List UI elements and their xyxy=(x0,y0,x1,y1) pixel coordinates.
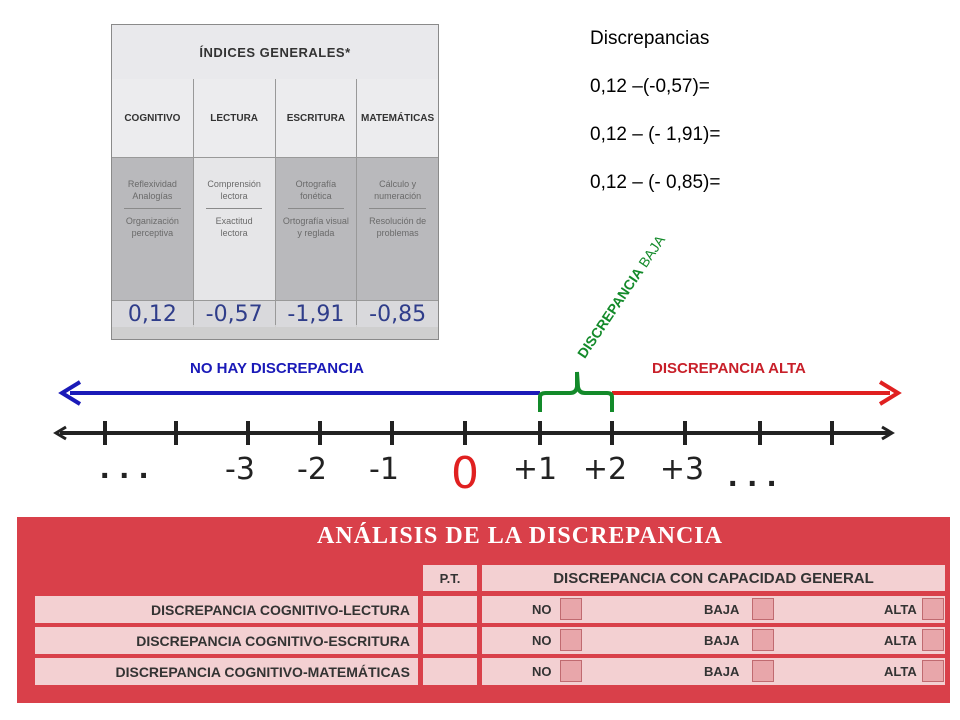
option-alta-checkbox[interactable] xyxy=(922,598,944,620)
pt-cell[interactable] xyxy=(423,627,477,654)
column-item: Cálculo y xyxy=(379,179,417,189)
option-no-label: NO xyxy=(532,602,552,617)
discrepancy-line: 0,12 –(-0,57)= xyxy=(590,76,710,97)
option-baja-checkbox[interactable] xyxy=(752,629,774,651)
column-item: Comprensión xyxy=(207,179,261,189)
option-no-checkbox[interactable] xyxy=(560,598,582,620)
column-item: Exactitud xyxy=(215,216,253,226)
option-baja-label: BAJA xyxy=(704,664,740,679)
tick-label: +1 xyxy=(512,452,558,487)
option-baja-checkbox[interactable] xyxy=(752,598,774,620)
tick-label: +3 xyxy=(659,452,705,487)
column-head: LECTURA xyxy=(194,79,275,158)
row-label: DISCREPANCIA COGNITIVO-LECTURA xyxy=(35,596,418,623)
column-value: -1,91 xyxy=(276,300,357,327)
option-alta-label: ALTA xyxy=(884,602,917,617)
panel-title: ANÁLISIS DE LA DISCREPANCIA xyxy=(317,523,723,549)
table-row xyxy=(35,658,945,685)
column-item: perceptiva xyxy=(131,228,174,238)
zero-label: 0 xyxy=(451,448,479,499)
option-baja-label: BAJA xyxy=(704,633,740,648)
tick-label: -1 xyxy=(369,452,399,487)
pt-cell[interactable] xyxy=(423,658,477,685)
option-no-checkbox[interactable] xyxy=(560,660,582,682)
no-discrepancy-label: NO HAY DISCREPANCIA xyxy=(190,360,364,377)
column-item: lectora xyxy=(220,228,248,238)
right-ellipsis: ... xyxy=(728,456,787,494)
pt-header: P.T. xyxy=(423,565,477,591)
high-discrepancy-label: DISCREPANCIA ALTA xyxy=(652,360,806,377)
column-item: Ortografía visual xyxy=(282,216,349,226)
column-item: numeración xyxy=(374,191,422,201)
pt-cell[interactable] xyxy=(423,596,477,623)
option-alta-checkbox[interactable] xyxy=(922,629,944,651)
card-title: ÍNDICES GENERALES* xyxy=(112,25,438,80)
column-item: y reglada xyxy=(297,228,335,238)
analysis-panel xyxy=(17,517,950,703)
column-item: lectora xyxy=(220,191,248,201)
low-discrepancy-bracket xyxy=(540,372,612,412)
column-head: ESCRITURA xyxy=(276,79,357,158)
column-value: 0,12 xyxy=(112,300,193,327)
column-value: -0,57 xyxy=(194,300,275,327)
column-head: MATEMÁTICAS xyxy=(357,79,438,158)
column-value: -0,85 xyxy=(357,300,438,327)
option-baja-checkbox[interactable] xyxy=(752,660,774,682)
low-discrepancy-label-rest: BAJA xyxy=(633,232,669,274)
column-item: fonética xyxy=(300,191,332,201)
option-baja-label: BAJA xyxy=(704,602,740,617)
option-no-label: NO xyxy=(532,633,552,648)
column-item: Resolución de xyxy=(369,216,427,226)
column-item: problemas xyxy=(376,228,419,238)
row-label: DISCREPANCIA COGNITIVO-MATEMÁTICAS xyxy=(35,658,418,685)
option-alta-label: ALTA xyxy=(884,633,917,648)
capacity-header: DISCREPANCIA CON CAPACIDAD GENERAL xyxy=(482,565,945,591)
column-item: Ortografía xyxy=(295,179,337,189)
column-head: COGNITIVO xyxy=(112,79,193,158)
table-row xyxy=(35,596,945,623)
tick-label: +2 xyxy=(582,452,628,487)
low-discrepancy-label-bold: DISCREPANCIA xyxy=(574,264,647,361)
option-no-label: NO xyxy=(532,664,552,679)
option-no-checkbox[interactable] xyxy=(560,629,582,651)
row-label: DISCREPANCIA COGNITIVO-ESCRITURA xyxy=(35,627,418,654)
tick-label: -2 xyxy=(297,452,327,487)
column-item: Organización xyxy=(125,216,179,226)
discrepancies-title: Discrepancias xyxy=(590,28,710,49)
option-alta-checkbox[interactable] xyxy=(922,660,944,682)
option-alta-label: ALTA xyxy=(884,664,917,679)
discrepancy-line: 0,12 – (- 1,91)= xyxy=(590,124,721,145)
tick-label: -3 xyxy=(225,452,255,487)
discrepancy-line: 0,12 – (- 0,85)= xyxy=(590,172,721,193)
table-row xyxy=(35,627,945,654)
column-item: Reflexividad xyxy=(127,179,177,189)
column-item: Analogías xyxy=(132,191,173,201)
left-ellipsis: ... xyxy=(100,448,159,486)
